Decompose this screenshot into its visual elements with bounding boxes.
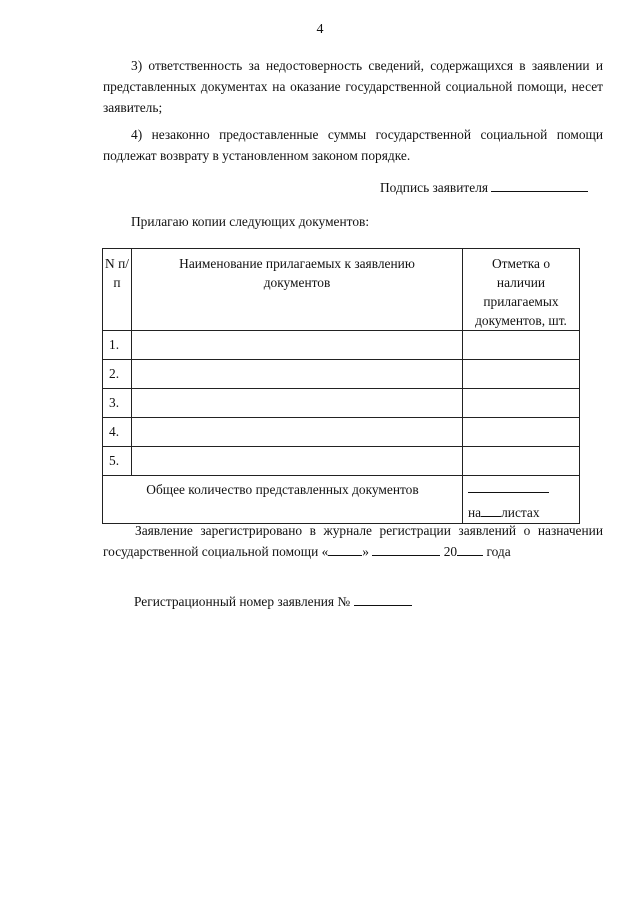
sheets-count-blank[interactable]: [481, 502, 501, 517]
total-count-blank[interactable]: [468, 492, 549, 493]
attachments-intro: Прилагаю копии следующих документов:: [131, 214, 370, 229]
table-row: [103, 360, 580, 389]
row-document-name-cell[interactable]: [132, 447, 463, 476]
row-document-name-cell[interactable]: [132, 331, 463, 360]
signature-label: Подпись заявителя: [380, 180, 489, 195]
row-number: 1.: [103, 331, 132, 360]
table-row: [103, 447, 580, 476]
signature-blank[interactable]: [491, 177, 588, 192]
row-number: 4.: [103, 418, 132, 447]
header-document-name: Наименование прилагаемых к заявлению документов: [132, 249, 463, 331]
header-number: N п/п: [103, 249, 132, 331]
total-documents-cell: [463, 476, 580, 524]
registration-number-blank[interactable]: [354, 591, 412, 606]
table-row: [103, 331, 580, 360]
row-presence-mark-cell[interactable]: [463, 389, 580, 418]
registration-number: [134, 591, 412, 610]
row-document-name-cell[interactable]: [132, 360, 463, 389]
sheets-count: [468, 502, 540, 521]
row-number: 2.: [103, 360, 132, 389]
registration-paragraph: [103, 521, 603, 562]
row-number: 5.: [103, 447, 132, 476]
registration-year-prefix: 20: [443, 544, 458, 559]
registration-number-label: Регистрационный номер заявления №: [134, 594, 351, 609]
registration-text-end: года: [486, 544, 511, 559]
row-presence-mark-cell[interactable]: [463, 447, 580, 476]
header-presence-mark: Отметка о наличии прилагаемых документов, шт.: [463, 249, 580, 331]
paragraph-4: 4) незаконно предоставленные суммы государственной социальной помощи подлежат возврату в установленном законом порядке.: [103, 127, 603, 163]
row-presence-mark-cell[interactable]: [463, 418, 580, 447]
row-number: 3.: [103, 389, 132, 418]
applicant-signature: [380, 177, 588, 196]
registration-month-blank[interactable]: [372, 541, 440, 556]
registration-text-mid: »: [362, 544, 369, 559]
registration-day-blank[interactable]: [328, 541, 362, 556]
registration-text-start: Заявление зарегистрировано в журнале регистрации заявлений о назначении государственной социальной помощи «: [103, 523, 603, 559]
table-header-row: [103, 249, 580, 331]
table-total-row: [103, 476, 580, 524]
registration-year-blank[interactable]: [457, 541, 483, 556]
row-document-name-cell[interactable]: [132, 418, 463, 447]
row-document-name-cell[interactable]: [132, 389, 463, 418]
sheets-prefix: на: [468, 505, 482, 520]
row-presence-mark-cell[interactable]: [463, 331, 580, 360]
table-row: [103, 418, 580, 447]
table-row: [103, 389, 580, 418]
documents-table: [102, 248, 580, 524]
sheets-suffix: листах: [501, 505, 540, 520]
total-documents-label: Общее количество представленных документов: [103, 476, 463, 524]
paragraph-3: 3) ответственность за недостоверность сведений, содержащихся в заявлении и представленных документах на оказание государственной социальной помощи, несет заявитель;: [103, 58, 603, 115]
row-presence-mark-cell[interactable]: [463, 360, 580, 389]
page-number: 4: [316, 22, 324, 37]
